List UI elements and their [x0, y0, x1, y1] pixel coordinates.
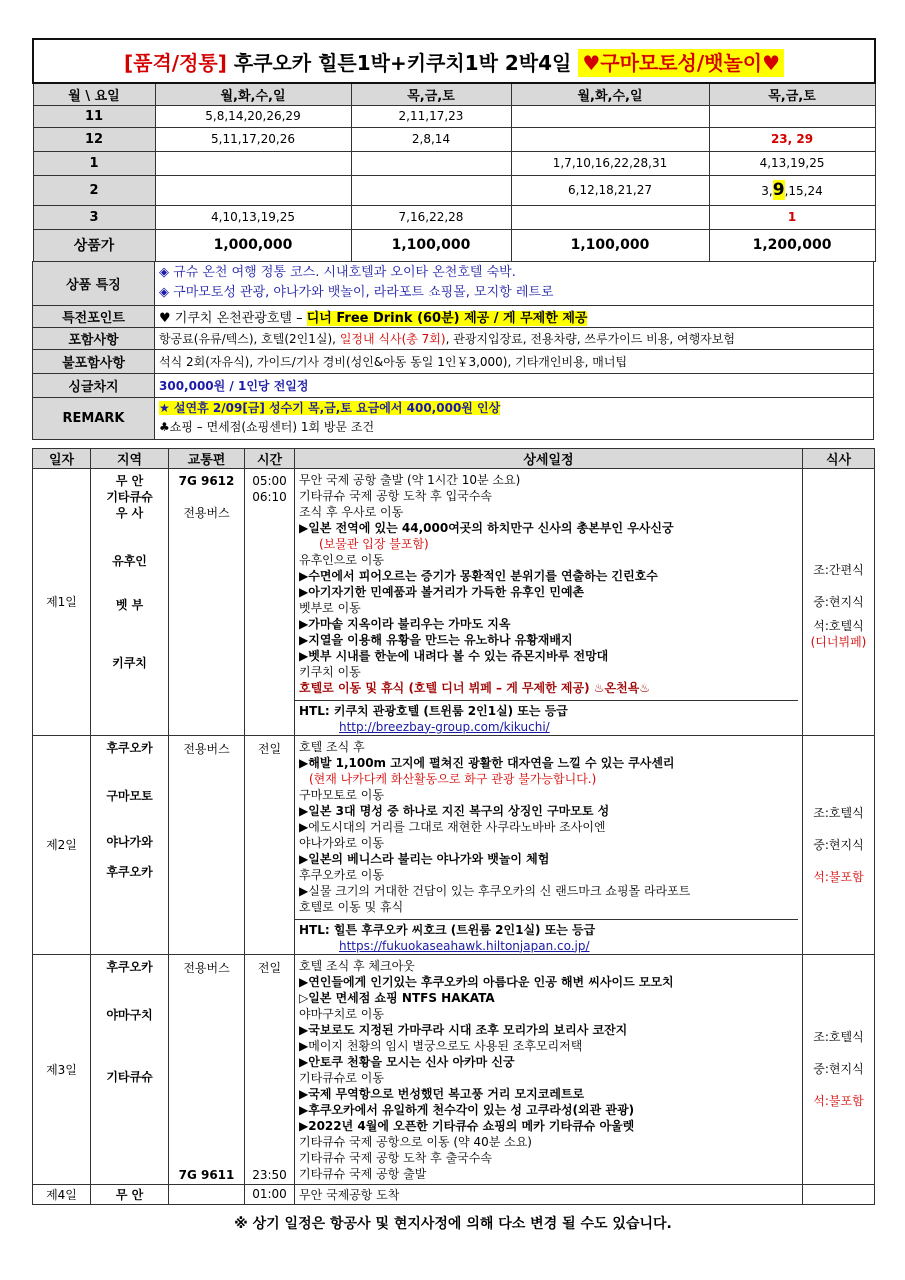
info-table: 상품 특징 ◈ 규슈 온천 여행 정통 코스. 시내호텔과 오이타 온천호텔 숙박. ◈ 구마모토성 관광, 야나가와 뱃놀이, 라라포트 쇼핑몰, 모지항 레트로 특전포인트 ♥ 기쿠치 온천관광호텔 – 디너 Free Drink (60분) 제공 / 게 무제한 제공 포함사항 항공료(유류/텍스), 호텔(2인1실), 일정내 식사(총 7회), 관광지입장료, 전용차량, 쓰루가이드 비용, 여행자보험 불포함사항 석식 2회(자유식), 가이드/기사 경비(성인&아동 동일 1인￥3,000), 기타개인비용, 매너팁 싱글차지 300,000원 / 1인당 전일정 REMARK ★ 설연휴 2/09[금] 성수기 목,금,토 요금에서 400,000원 인상 ♣쇼핑 – 면세점(쇼핑센터) 1회 방문 조건	[32, 261, 874, 440]
schedule-day-4: 제4일 무 안 01:00 무안 국제공항 도착	[33, 1184, 875, 1204]
schedule-day-2: 제2일 후쿠오카 구마모토 야나가와 후쿠오카 전용버스 전일 호텔 조식 후 ▶해발 1,100m 고지에 펼쳐진 광활한 대자연을 느낄 수 있는 쿠사센리 (현재 나카다케 화산활동으로 화구 관광 불가능합니다.) 구마모토로 이동 ▶일본 3대 명성 중 하나로 지진 복구의 상징인 구마모토 성 ▶에도시대의 거리를 그대로 재현한 사쿠라노바바 조사이엔 야나가와로 이동 ▶일본의 베니스라 불리는 야나가와 뱃놀이 체험 후쿠오카로 이동 ▶실물 크기의 거대한 건담이 있는 후쿠오카의 신 랜드마크 쇼핑몰 라라포트 호텔로 이동 및 휴식 HTL: 힐튼 후쿠오카 씨호크 (트윈룸 2인1실) 또는 등급 https://fukuokaseahawk.hiltonjapan.co.jp/ 조:호텔식 중:현지식 석:불포함	[33, 735, 875, 954]
table-row: 2 6,12,18,21,27 3,9,15,24	[33, 175, 875, 205]
price-row: 상품가 1,000,000 1,100,000 1,100,000 1,200,000	[33, 229, 875, 261]
schedule-table: 일자 지역 교통편 시간 상세일정 식사 제1일 무 안 기타큐슈 우 사 유후인 벳 부 키쿠치 7G 9612 전용버스 05:00 06:10 무안 국제 공항 출발 (약 1시간 10분 소요) 기타큐슈 국제 공항 도착 후 입국수속 조식 후 우사로 이동 ▶일본 전역에 있는 44,000여곳의 하치만구 신사의 총본부인 우사신궁 (보물관 입장 불포함) 유후인으로 이동 ▶수면에서 피어오르는 증기가 몽환적인 분위기를 연출하는 긴린호수 ▶아기자기한 민예품과 볼거리가 가득한 유후인 민예촌 벳부로 이동 ▶가마솥 지옥이라 불리우는 가마도 지옥 ▶지열을 이용해 유황을 만드는 유노하나 유황재배지 ▶벳부 시내를 한눈에 내려다 볼 수 있는 쥬몬지바루 전망대 키쿠치 이동 호텔로 이동 및 휴식 (호텔 디너 뷔페 – 게 무제한 제공) ♨온천욕♨ HTL: 키쿠치 관광호텔 (트윈룸 2인1실) 또는 등급 http://breezbay-group.com/kikuchi/ 조:간편식 중:현지식 석:호텔식 (디너뷔페) 제2일 후쿠오카 구마모토 야나가와 후쿠오카 전용버스 전일 호텔 조식 후 ▶해발 1,100m 고지에 펼쳐진 광활한 대자연을 느낄 수 있는 쿠사센리 (현재 나카다케 화산활동으로 화구 관광 불가능합니다.) 구마모토로 이동 ▶일본 3대 명성 중 하나로 지진 복구의 상징인 구마모토 성 ▶에도시대의 거리를 그대로 재현한 사쿠라노바바 조사이엔 야나가와로 이동 ▶일본의 베니스라 불리는 야나가와 뱃놀이 체험 후쿠오카로 이동 ▶실물 크기의 거대한 건담이 있는 후쿠오카의 신 랜드마크 쇼핑몰 라라포트 호텔로 이동 및 휴식 HTL: 힐튼 후쿠오카 씨호크 (트윈룸 2인1실) 또는 등급 https://fukuokaseahawk.hiltonjapan.co.jp/ 조:호텔식 중:현지식 석:불포함 제3일 후쿠오카 야마구치 기타큐슈 전용버스 7G 9611 전일 23:50 호텔 조식 후 체크아웃 ▶연인들에게 인기있는 후쿠오카의 아름다운 인공 해변 씨사이드 모모치 ▷일본 면세점 쇼핑 NTFS HAKATA 야마구치로 이동 ▶국보로도 지정된 가마쿠라 시대 조후 모리가의 보리사 코잔지 ▶메이지 천황의 임시 별궁으로도 사용된 조후모리저택 ▶안토쿠 천황을 모시는 신사 아카마 신궁 기타큐슈로 이동 ▶국제 무역항으로 번성했던 복고풍 거리 모지코레트로 ▶후쿠오카에서 유일하게 천수각이 있는 성 고쿠라성(외관 관광) ▶2022년 4월에 오픈한 기타큐슈 쇼핑의 메카 기타큐슈 아울렛 기타큐슈 국제 공항으로 이동 (약 40분 소요) 기타큐슈 국제 공항 도착 후 출국수속 기타큐슈 국제 공항 출발 조:호텔식 중:현지식 석:불포함 제4일 무 안 01:00 무안 국제공항 도착	[32, 448, 875, 1205]
schedule-day-1: 제1일 무 안 기타큐슈 우 사 유후인 벳 부 키쿠치 7G 9612 전용버스 05:00 06:10 무안 국제 공항 출발 (약 1시간 10분 소요) 기타큐슈 국제 공항 도착 후 입국수속 조식 후 우사로 이동 ▶일본 전역에 있는 44,000여곳의 하치만구 신사의 총본부인 우사신궁 (보물관 입장 불포함) 유후인으로 이동 ▶수면에서 피어오르는 증기가 몽환적인 분위기를 연출하는 긴린호수 ▶아기자기한 민예품과 볼거리가 가득한 유후인 민예촌 벳부로 이동 ▶가마솥 지옥이라 불리우는 가마도 지옥 ▶지열을 이용해 유황을 만드는 유노하나 유황재배지 ▶벳부 시내를 한눈에 내려다 볼 수 있는 쥬몬지바루 전망대 키쿠치 이동 호텔로 이동 및 휴식 (호텔 디너 뷔페 – 게 무제한 제공) ♨온천욕♨ HTL: 키쿠치 관광호텔 (트윈룸 2인1실) 또는 등급 http://breezbay-group.com/kikuchi/ 조:간편식 중:현지식 석:호텔식 (디너뷔페)	[33, 468, 875, 735]
hotel-link[interactable]: https://fukuokaseahawk.hiltonjapan.co.jp/	[339, 938, 590, 953]
table-row: 1 1,7,10,16,22,28,31 4,13,19,25	[33, 151, 875, 175]
price-table	[32, 38, 876, 262]
table-row: 3 4,10,13,19,25 7,16,22,28 1	[33, 205, 875, 229]
footer-note: ※ 상기 일정은 항공사 및 현지사정에 의해 다소 변경 될 수도 있습니다.	[234, 1215, 672, 1232]
schedule-day-3: 제3일 후쿠오카 야마구치 기타큐슈 전용버스 7G 9611 전일 23:50 호텔 조식 후 체크아웃 ▶연인들에게 인기있는 후쿠오카의 아름다운 인공 해변 씨사이드 모모치 ▷일본 면세점 쇼핑 NTFS HAKATA 야마구치로 이동 ▶국보로도 지정된 가마쿠라 시대 조후 모리가의 보리사 코잔지 ▶메이지 천황의 임시 별궁으로도 사용된 조후모리저택 ▶안토쿠 천황을 모시는 신사 아카마 신궁 기타큐슈로 이동 ▶국제 무역항으로 번성했던 복고풍 거리 모지코레트로 ▶후쿠오카에서 유일하게 천수각이 있는 성 고쿠라성(외관 관광) ▶2022년 4월에 오픈한 기타큐슈 쇼핑의 메카 기타큐슈 아울렛 기타큐슈 국제 공항으로 이동 (약 40분 소요) 기타큐슈 국제 공항 도착 후 출국수속 기타큐슈 국제 공항 출발 조:호텔식 중:현지식 석:불포함	[33, 954, 875, 1184]
hotel-link[interactable]: http://breezbay-group.com/kikuchi/	[339, 719, 550, 734]
price-header-row: 월 \ 요일 월,화,수,일 목,금,토 월,화,수,일 목,금,토	[33, 83, 875, 105]
page-title: [품격/정통] 후쿠오카 힐튼1박+키쿠치1박 2박4일 ♥구마모토성/뱃놀이♥	[33, 39, 875, 83]
itinerary-sheet	[32, 38, 874, 1233]
table-row: 11 5,8,14,20,26,29 2,11,17,23	[33, 105, 875, 127]
table-row: 12 5,11,17,20,26 2,8,14 23, 29	[33, 127, 875, 151]
